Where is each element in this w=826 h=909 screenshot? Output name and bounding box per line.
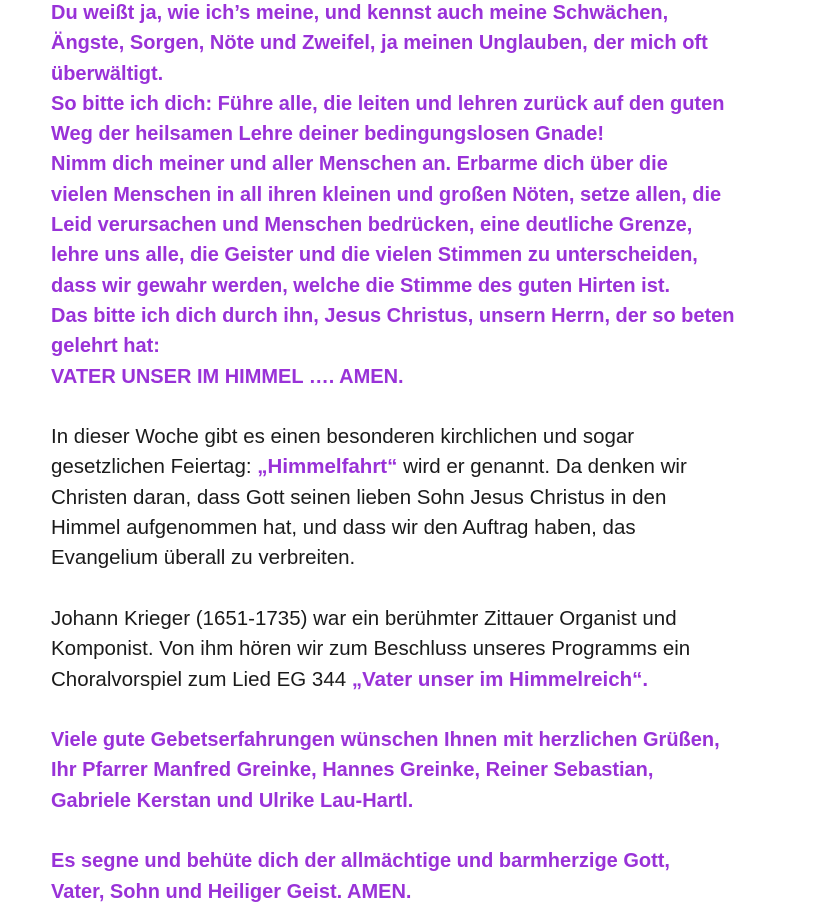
prayer-line: Das bitte ich dich durch ihn, Jesus Christus, unsern Herrn, der so beten: [51, 304, 735, 327]
ascension-text: gesetzlichen Feiertag:: [51, 455, 258, 479]
prayer-line: dass wir gewahr werden, welche die Stimme des guten Hirten ist.: [51, 274, 671, 297]
hymn-title: „Vater unser im Himmelreich“.: [351, 667, 649, 691]
prayer-line: überwältigt.: [51, 62, 164, 85]
prayer-line: Nimm dich meiner und aller Menschen an. Erbarme dich über die: [51, 153, 668, 176]
prayer-line: Leid verursachen und Menschen bedrücken, eine deutliche Grenze,: [51, 214, 693, 237]
blessing-line: Vater, Sohn und Heiliger Geist. AMEN.: [51, 880, 412, 903]
paragraph-spacer: [51, 695, 821, 725]
greeting-line: Viele gute Gebetserfahrungen wünschen Ihnen mit herzlichen Grüßen,: [51, 729, 720, 752]
prayer-line: Weg der heilsamen Lehre deiner bedingungslosen Gnade!: [51, 123, 605, 146]
prayer-line: So bitte ich dich: Führe alle, die leiten und lehren zurück auf den guten: [51, 92, 725, 115]
prayer-line: Ängste, Sorgen, Nöte und Zweifel, ja meinen Unglauben, der mich oft: [51, 32, 708, 55]
blessing-line: Es segne und behüte dich der allmächtige und barmherzige Gott,: [51, 850, 670, 873]
krieger-line: Komponist. Von ihm hören wir zum Beschluss unseres Programms ein: [51, 637, 691, 661]
prayer-line: vielen Menschen in all ihren kleinen und großen Nöten, setze allen, die: [51, 183, 722, 206]
prayer-paragraph: [51, 0, 821, 392]
krieger-line: [51, 665, 821, 695]
ascension-line: [51, 452, 821, 482]
ascension-line: Himmel aufgenommen hat, und dass wir den Auftrag haben, das: [51, 516, 636, 540]
greeting-paragraph: [51, 725, 821, 816]
prayer-line: Du weißt ja, wie ich’s meine, und kennst auch meine Schwächen,: [51, 2, 669, 24]
ascension-line: In dieser Woche gibt es einen besonderen kirchlichen und sogar: [51, 425, 635, 449]
prayer-line: lehre uns alle, die Geister und die vielen Stimmen zu unterscheiden,: [51, 244, 698, 267]
holiday-name: „Himmelfahrt“: [257, 455, 398, 479]
blessing-paragraph: [51, 846, 821, 907]
ascension-text: wird er genannt. Da denken wir: [397, 455, 687, 479]
document-page: [51, 0, 821, 907]
krieger-paragraph: [51, 604, 821, 695]
paragraph-spacer: [51, 574, 821, 604]
greeting-line: Ihr Pfarrer Manfred Greinke, Hannes Greinke, Reiner Sebastian,: [51, 759, 654, 782]
ascension-line: Christen daran, dass Gott seinen lieben Sohn Jesus Christus in den: [51, 485, 667, 509]
prayer-line: gelehrt hat:: [51, 335, 160, 358]
greeting-line: Gabriele Kerstan und Ulrike Lau-Hartl.: [51, 789, 414, 812]
krieger-text: Choralvorspiel zum Lied EG 344: [51, 667, 352, 691]
paragraph-spacer: [51, 816, 821, 846]
ascension-paragraph: [51, 422, 821, 573]
paragraph-spacer: [51, 392, 821, 422]
krieger-line: Johann Krieger (1651-1735) war ein berühmter Zittauer Organist und: [51, 606, 677, 630]
ascension-line: Evangelium überall zu verbreiten.: [51, 546, 356, 570]
lords-prayer-line: VATER UNSER IM HIMMEL …. AMEN.: [51, 365, 404, 388]
